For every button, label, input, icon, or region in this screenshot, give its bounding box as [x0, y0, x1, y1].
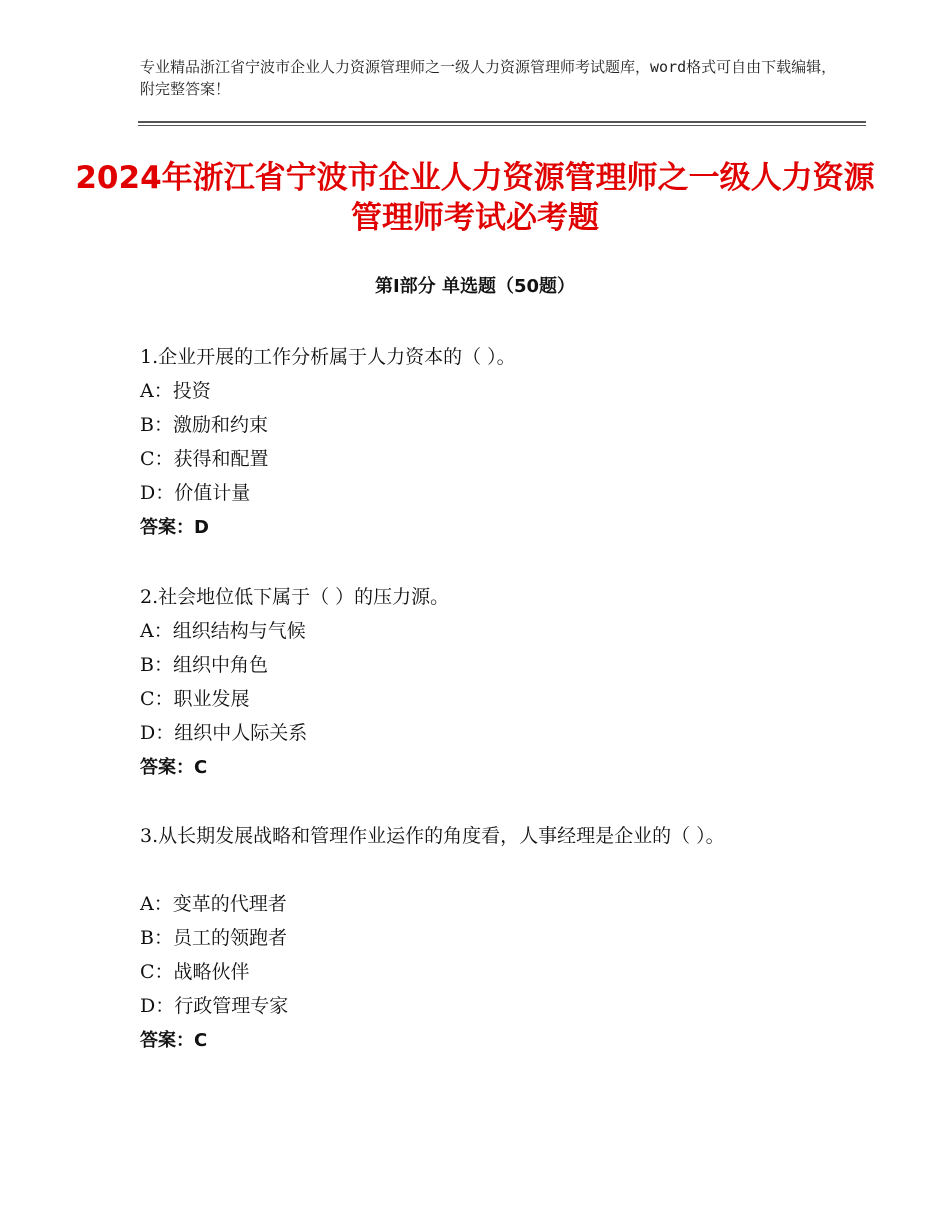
question-stem: 3.从长期发展战略和管理作业运作的角度看，人事经理是企业的（ ）。	[140, 825, 725, 847]
header-divider	[138, 121, 866, 123]
question-option: B：员工的领跑者	[140, 927, 287, 949]
answer	[140, 755, 207, 781]
answer-value: C	[194, 1030, 208, 1051]
question-option: D：价值计量	[140, 482, 251, 504]
answer-label: 答案：	[140, 517, 194, 538]
question-option: D：行政管理专家	[140, 995, 289, 1017]
question-option: D：组织中人际关系	[140, 722, 308, 744]
question-stem: 2.社会地位低下属于（ ）的压力源。	[140, 586, 450, 608]
question-option: B：激励和约束	[140, 414, 268, 436]
question-option: C：职业发展	[140, 688, 250, 710]
question-option: A：投资	[140, 380, 211, 402]
answer	[140, 515, 209, 541]
header-divider-thin	[138, 125, 866, 126]
question-stem: 1.企业开展的工作分析属于人力资本的（ ）。	[140, 346, 516, 368]
answer-value: C	[194, 757, 208, 778]
answer-label: 答案：	[140, 1030, 194, 1051]
question-option: C：战略伙伴	[140, 961, 250, 983]
answer-value: D	[194, 517, 209, 538]
question-option: C：获得和配置	[140, 448, 269, 470]
answer	[140, 1028, 207, 1054]
header-note: 专业精品浙江省宁波市企业人力资源管理师之一级人力资源管理师考试题库，word格式可自由下载编辑，附完整答案！	[140, 58, 837, 98]
question-option: B：组织中角色	[140, 654, 268, 676]
answer-label: 答案：	[140, 757, 194, 778]
question-option: A：组织结构与气候	[140, 620, 306, 642]
question-option: A：变革的代理者	[140, 893, 287, 915]
document-title: 2024年浙江省宁波市企业人力资源管理师之一级人力资源管理师考试必考题	[75, 160, 875, 236]
section-title: 第Ⅰ部分 单选题（50题）	[374, 276, 575, 297]
